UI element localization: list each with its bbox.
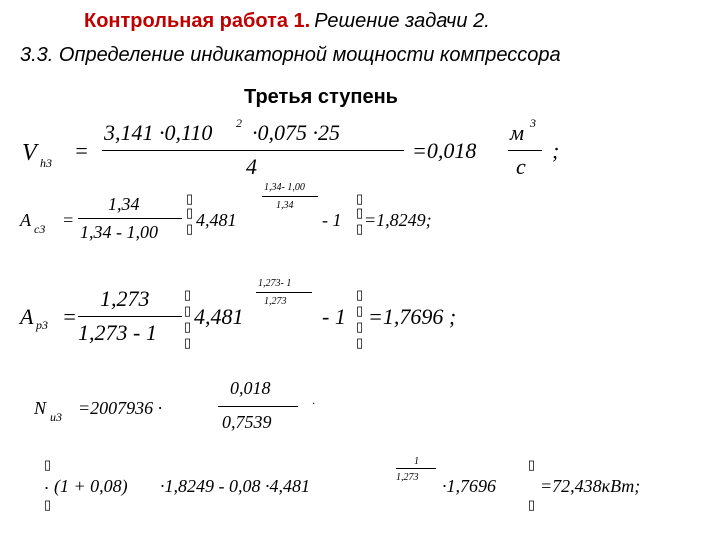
eq2-minus-one: - 1 (322, 210, 342, 230)
eq5-bracket-right-bot: ▯ (528, 497, 536, 512)
eq5-post: ·1,7696 (442, 476, 496, 496)
eq3-bracket-left-bot: ▯ (184, 335, 192, 350)
eq5-exp-bar (396, 468, 436, 469)
eq4-dot: · (312, 396, 315, 410)
eq3-minus-one: - 1 (322, 304, 346, 329)
eq2-bracket-left-top: ▯ (186, 191, 194, 206)
eq4-fraction-bar (218, 406, 298, 407)
eq3-fraction-bar (78, 316, 182, 317)
eq5-paren: (1 + 0,08) (54, 476, 128, 496)
eq5-exp-num: 1 (414, 456, 419, 467)
eq4-lhs: N (34, 398, 47, 418)
eq5-mid: ·1,8249 - 0,08 ·4,481 (160, 476, 310, 496)
eq5-bracket-left-top: ▯ (44, 457, 52, 472)
eq2-lhs-sub: с3 (34, 222, 46, 236)
eq2-equals: = (62, 210, 75, 230)
eq3-denominator: 1,273 - 1 (78, 320, 157, 345)
heading-red: Контрольная работа 1. (84, 10, 311, 32)
eq2-bracket-right-bot: ▯ (356, 221, 364, 236)
eq5-pre-dot: · (44, 478, 49, 498)
eq3-exp-den: 1,273 (264, 296, 287, 307)
eq2-base: 4,481 (196, 210, 237, 230)
eq4-equals: =2007936 · (78, 398, 163, 418)
eq2-exp-bar (262, 196, 318, 197)
eq2-result: =1,8249; (364, 210, 432, 230)
eq3-bracket-left-top: ▯ (184, 287, 192, 302)
eq2-fraction-bar (78, 218, 182, 219)
eq3-base: 4,481 (194, 304, 244, 329)
eq2-denominator: 1,34 - 1,00 (80, 222, 158, 242)
eq3-exp-bar (256, 292, 312, 293)
eq3-lhs-sub: р3 (36, 318, 48, 332)
eq3-bracket-right-top: ▯ (356, 287, 364, 302)
eq1-result: =0,018 (412, 138, 477, 163)
eq3-result: =1,7696 ; (368, 304, 457, 329)
eq1-end: ; (552, 138, 560, 163)
eq2-numerator: 1,34 (108, 194, 140, 214)
eq3-bracket-left-mid: ▯ (184, 303, 192, 318)
eq1-lhs: V (22, 140, 37, 166)
eq1-fraction-bar (102, 150, 404, 151)
eq4-numerator: 0,018 (230, 378, 271, 398)
heading-rest: Решение задачи 2. (314, 10, 490, 32)
eq4-lhs-sub: и3 (50, 410, 62, 424)
stage-title: Третья ступень (244, 86, 398, 108)
eq3-numerator: 1,273 (100, 286, 150, 311)
eq2-bracket-right-mid: ▯ (356, 205, 364, 220)
eq3-bracket-right-mid: ▯ (356, 303, 364, 318)
eq2-exp-num: 1,34- 1,00 (264, 182, 305, 193)
eq2-exp-den: 1,34 (276, 200, 294, 211)
eq2-bracket-right-top: ▯ (356, 191, 364, 206)
eq3-bracket-right-bot: ▯ (356, 335, 364, 350)
eq1-lhs-sub: h3 (40, 156, 52, 170)
eq1-denominator: 4 (246, 154, 257, 179)
eq1-unit-bar (508, 150, 542, 151)
eq1-power: 2 (236, 116, 242, 130)
eq1-unit-pow: 3 (530, 116, 536, 130)
eq1-numerator: 3,141 ·0,110 (104, 120, 213, 145)
eq2-bracket-left-bot: ▯ (186, 221, 194, 236)
eq5-result: =72,438кВт; (540, 476, 641, 496)
eq3-equals: = (62, 304, 77, 329)
eq4-denominator: 0,7539 (222, 412, 272, 432)
eq2-bracket-left-mid: ▯ (186, 205, 194, 220)
subtitle: 3.3. Определение индикаторной мощности компрессора (20, 44, 561, 66)
eq1-unit-den: с (516, 154, 526, 179)
eq3-lhs: A (20, 304, 34, 329)
heading (84, 10, 490, 33)
eq5-exp-den: 1,273 (396, 472, 419, 483)
eq3-bracket-left-mid2: ▯ (184, 319, 192, 334)
eq3-exp-num: 1,273- 1 (258, 278, 292, 289)
eq5-bracket-right-top: ▯ (528, 457, 536, 472)
eq3-bracket-right-mid2: ▯ (356, 319, 364, 334)
eq1-equals: = (74, 138, 89, 163)
eq2-lhs: A (20, 210, 31, 230)
eq1-unit-num: м (510, 120, 525, 145)
eq5-bracket-left-bot: ▯ (44, 497, 52, 512)
eq1-numerator-2: ·0,075 ·25 (252, 120, 340, 145)
